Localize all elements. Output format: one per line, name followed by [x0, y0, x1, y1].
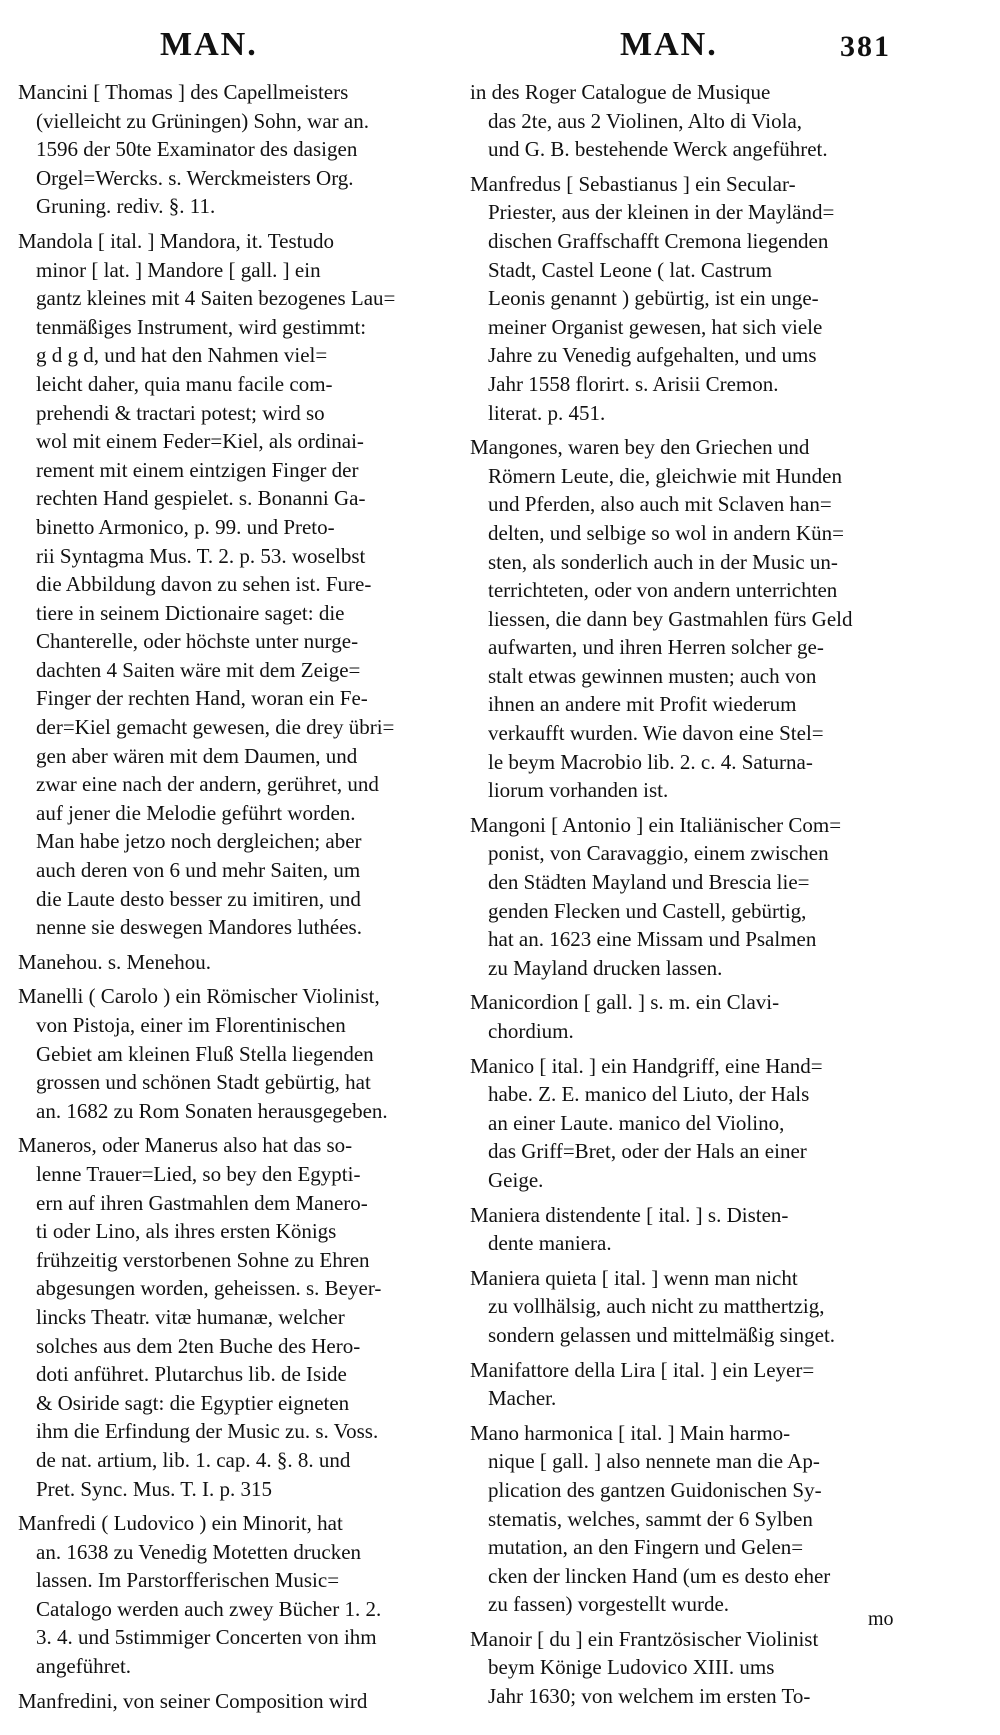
entry-line: 1596 der 50te Examinator des dasigen	[36, 137, 358, 162]
entry-line: liessen, die dann bey Gastmahlen fürs Geld	[488, 606, 853, 631]
running-head-right: MAN.	[620, 26, 718, 63]
entry-line: chordium.	[488, 1019, 574, 1043]
dictionary-entry	[470, 170, 910, 427]
entry-line: in des Roger Catalogue de Musique	[470, 80, 771, 104]
entry-line: nenne sie deswegen Mandores luthées.	[36, 915, 362, 940]
entry-line: binetto Armonico, p. 99. und Preto-	[36, 514, 335, 539]
entry-line: lincks Theatr. vitæ humanæ, welcher	[36, 1304, 345, 1329]
dictionary-entry	[470, 811, 910, 983]
dictionary-entry	[18, 227, 458, 942]
entry-line: verkaufft wurden. Wie davon eine Stel=	[488, 721, 824, 746]
entry-line: Maneros, oder Manerus also hat das so-	[18, 1133, 353, 1158]
entry-line: Manelli ( Carolo ) ein Römischer Violinist,	[18, 984, 380, 1009]
entry-line: an. 1638 zu Venedig Motetten drucken	[36, 1539, 362, 1564]
dictionary-entry	[18, 948, 458, 977]
dictionary-entry	[470, 78, 910, 164]
entry-line: Gebiet am kleinen Fluß Stella liegenden	[36, 1041, 374, 1066]
entry-line: dachten 4 Saiten wäre mit dem Zeige=	[36, 657, 361, 682]
entry-line: Manicordion [ gall. ] s. m. ein Clavi-	[470, 990, 780, 1015]
entry-line: Manfredini, von seiner Composition wird	[18, 1688, 368, 1713]
entry-line: Mancini [ Thomas ] des Capellmeisters	[18, 80, 349, 104]
entry-line: meiner Organist gewesen, hat sich viele	[488, 314, 823, 339]
entry-line: wol mit einem Feder=Kiel, als ordinai-	[36, 429, 364, 454]
right-column	[470, 78, 910, 1717]
entry-line: Maniera distendente [ ital. ] s. Disten-	[470, 1202, 789, 1227]
entry-line: an einer Laute. manico del Violino,	[488, 1110, 785, 1135]
dictionary-entry	[470, 1356, 910, 1413]
entry-line: das Griff=Bret, oder der Hals an einer	[488, 1139, 807, 1164]
entry-line: Gruning. rediv. §. 11.	[36, 194, 216, 219]
page-number: 381	[840, 30, 891, 63]
entry-line: auch deren von 6 und mehr Saiten, um	[36, 858, 361, 883]
entry-line: prehendi & tractari potest; wird so	[36, 400, 325, 425]
entry-line: cken der lincken Hand (um es desto eher	[488, 1563, 831, 1588]
entry-line: das 2te, aus 2 Violinen, Alto di Viola,	[488, 108, 803, 133]
entry-line: gantz kleines mit 4 Saiten bezogenes Lau=	[36, 286, 396, 311]
entry-line: Geige.	[488, 1167, 544, 1192]
entry-line: der=Kiel gemacht gewesen, die drey übri=	[36, 715, 395, 740]
entry-line: dente maniera.	[488, 1231, 612, 1256]
dictionary-entry	[470, 988, 910, 1045]
entry-line: von Pistoja, einer im Florentinischen	[36, 1013, 346, 1037]
entry-line: sten, als sonderlich auch in der Music un-	[488, 549, 838, 574]
entry-line: gen aber wären mit dem Daumen, und	[36, 743, 358, 768]
entry-line: leicht daher, quia manu facile com-	[36, 371, 333, 396]
dictionary-entry	[18, 1131, 458, 1503]
catchword: mo	[868, 1608, 894, 1630]
entry-line: (vielleicht zu Grüningen) Sohn, war an.	[36, 108, 369, 133]
entry-line: ihnen an andere mit Profit wiederum	[488, 692, 797, 717]
entry-line: rechten Hand gespielet. s. Bonanni Ga-	[36, 486, 366, 511]
dictionary-entry	[18, 1509, 458, 1681]
dictionary-entry	[18, 1687, 458, 1716]
entry-line: rii Syntagma Mus. T. 2. p. 53. woselbst	[36, 543, 366, 568]
entry-line: Manoir [ du ] ein Frantzösischer Violinist	[470, 1626, 819, 1651]
entry-line: grossen und schönen Stadt gebürtig, hat	[36, 1070, 371, 1095]
dictionary-entry	[470, 1264, 910, 1350]
entry-line: aufwarten, und ihren Herren solcher ge-	[488, 635, 824, 660]
dictionary-entry	[470, 1419, 910, 1619]
entry-line: ponist, von Caravaggio, einem zwischen	[488, 841, 829, 866]
entry-line: ti oder Lino, als ihres ersten Königs	[36, 1219, 337, 1244]
entry-line: auf jener die Melodie geführt worden.	[36, 800, 356, 825]
entry-line: zu Mayland drucken lassen.	[488, 955, 723, 980]
entry-line: mutation, an den Fingern und Gelen=	[488, 1535, 804, 1560]
entry-line: Mangoni [ Antonio ] ein Italiänischer Com=	[470, 812, 842, 837]
entry-line: lenne Trauer=Lied, so bey den Egypti-	[36, 1161, 361, 1186]
entry-line: nique [ gall. ] also nennete man die Ap-	[488, 1449, 820, 1474]
entry-line: & Osiride sagt: die Egyptier eigneten	[36, 1390, 350, 1415]
entry-line: lassen. Im Parstorfferischen Music=	[36, 1568, 340, 1593]
dictionary-entry	[470, 433, 910, 805]
dictionary-entry	[18, 982, 458, 1125]
entry-line: Mangones, waren bey den Griechen und	[470, 435, 810, 460]
entry-line: an. 1682 zu Rom Sonaten herausgegeben.	[36, 1098, 388, 1123]
entry-line: g d g d, und hat den Nahmen viel=	[36, 343, 328, 368]
entry-line: literat. p. 451.	[488, 400, 606, 425]
entry-line: Jahr 1558 florirt. s. Arisii Cremon.	[488, 371, 779, 396]
entry-line: zwar eine nach der andern, gerühret, und	[36, 772, 379, 797]
entry-line: le beym Macrobio lib. 2. c. 4. Saturna-	[488, 749, 813, 774]
entry-line: Pret. Sync. Mus. T. I. p. 315	[36, 1476, 273, 1501]
entry-line: stalt etwas gewinnen musten; auch von	[488, 663, 817, 688]
entry-line: Finger der rechten Hand, woran ein Fe-	[36, 686, 368, 711]
entry-line: Manifattore della Lira [ ital. ] ein Leyer=	[470, 1357, 815, 1382]
entry-line: Man habe jetzo noch dergleichen; aber	[36, 829, 362, 854]
entry-line: Jahr 1630; von welchem im ersten To-	[488, 1684, 811, 1709]
entry-line: und Pferden, also auch mit Sclaven han=	[488, 492, 832, 517]
entry-line: delten, und selbige so wol in andern Kün=	[488, 520, 844, 545]
entry-line: zu fassen) vorgestellt wurde.	[488, 1592, 730, 1617]
entry-line: Priester, aus der kleinen in der Mayländ=	[488, 200, 835, 225]
entry-line: genden Flecken und Castell, gebürtig,	[488, 898, 807, 923]
entry-line: Leonis genannt ) gebürtig, ist ein unge-	[488, 286, 819, 311]
entry-line: ern auf ihren Gastmahlen dem Manero-	[36, 1190, 368, 1215]
entry-line: stematis, welches, sammt der 6 Sylben	[488, 1506, 813, 1531]
dictionary-entry	[470, 1625, 910, 1711]
entry-line: abgesungen worden, geheissen. s. Beyer-	[36, 1276, 382, 1301]
entry-line: Stadt, Castel Leone ( lat. Castrum	[488, 257, 773, 282]
entry-line: ihm die Erfindung der Music zu. s. Voss.	[36, 1419, 379, 1444]
entry-line: plication des gantzen Guidonischen Sy-	[488, 1477, 822, 1502]
entry-line: die Laute desto besser zu imitiren, und	[36, 886, 361, 911]
entry-line: Maniera quieta [ ital. ] wenn man nicht	[470, 1265, 798, 1290]
entry-line: den Städten Mayland und Brescia lie=	[488, 870, 810, 895]
entry-line: habe. Z. E. manico del Liuto, der Hals	[488, 1082, 810, 1107]
entry-line: Jahre zu Venedig aufgehalten, und ums	[488, 343, 817, 368]
entry-line: angeführet.	[36, 1654, 132, 1679]
entry-line: solches aus dem 2ten Buche des Hero-	[36, 1333, 361, 1358]
entry-line: doti anführet. Plutarchus lib. de Iside	[36, 1362, 347, 1387]
dictionary-entry	[470, 1201, 910, 1258]
entry-line: und G. B. bestehende Werck angeführet.	[488, 137, 828, 162]
entry-line: terrichteten, oder von andern unterrichten	[488, 578, 838, 603]
entry-line: Manico [ ital. ] ein Handgriff, eine Hand=	[470, 1053, 823, 1078]
entry-line: sondern gelassen und mittelmäßig singet.	[488, 1322, 836, 1347]
entry-line: liorum vorhanden ist.	[488, 778, 669, 803]
entry-line: beym Könige Ludovico XIII. ums	[488, 1655, 775, 1680]
entry-line: Römern Leute, die, gleichwie mit Hunden	[488, 463, 842, 488]
running-head-left: MAN.	[160, 26, 258, 63]
entry-line: Manfredi ( Ludovico ) ein Minorit, hat	[18, 1511, 343, 1536]
dictionary-entry	[470, 1052, 910, 1195]
entry-line: hat an. 1623 eine Missam und Psalmen	[488, 927, 817, 952]
entry-line: Macher.	[488, 1386, 557, 1411]
left-column	[18, 78, 458, 1721]
entry-line: 3. 4. und 5stimmiger Concerten von ihm	[36, 1625, 377, 1650]
entry-line: Catalogo werden auch zwey Bücher 1. 2.	[36, 1596, 382, 1621]
entry-line: Chanterelle, oder höchste unter nurge-	[36, 629, 359, 654]
entry-line: zu vollhälsig, auch nicht zu matthertzig,	[488, 1294, 825, 1319]
entry-line: tiere in seinem Dictionaire saget: die	[36, 600, 345, 625]
dictionary-entry	[18, 78, 458, 221]
entry-line: frühzeitig verstorbenen Sohne zu Ehren	[36, 1247, 370, 1272]
entry-line: Mano harmonica [ ital. ] Main harmo-	[470, 1420, 791, 1445]
entry-line: die Abbildung davon zu sehen ist. Fure-	[36, 572, 372, 597]
entry-line: dischen Graffschafft Cremona liegenden	[488, 228, 829, 253]
entry-line: Mandola [ ital. ] Mandora, it. Testudo	[18, 228, 334, 253]
entry-line: minor [ lat. ] Mandore [ gall. ] ein	[36, 257, 321, 282]
entry-line: rement mit einem eintzigen Finger der	[36, 457, 359, 482]
entry-line: Orgel=Wercks. s. Werckmeisters Org.	[36, 165, 354, 190]
entry-line: de nat. artium, lib. 1. cap. 4. §. 8. und	[36, 1447, 351, 1472]
running-head	[0, 18, 1000, 78]
entry-line: Manehou. s. Menehou.	[18, 949, 212, 974]
entry-line: Manfredus [ Sebastianus ] ein Secular-	[470, 171, 796, 196]
entry-line: tenmäßiges Instrument, wird gestimmt:	[36, 314, 367, 339]
